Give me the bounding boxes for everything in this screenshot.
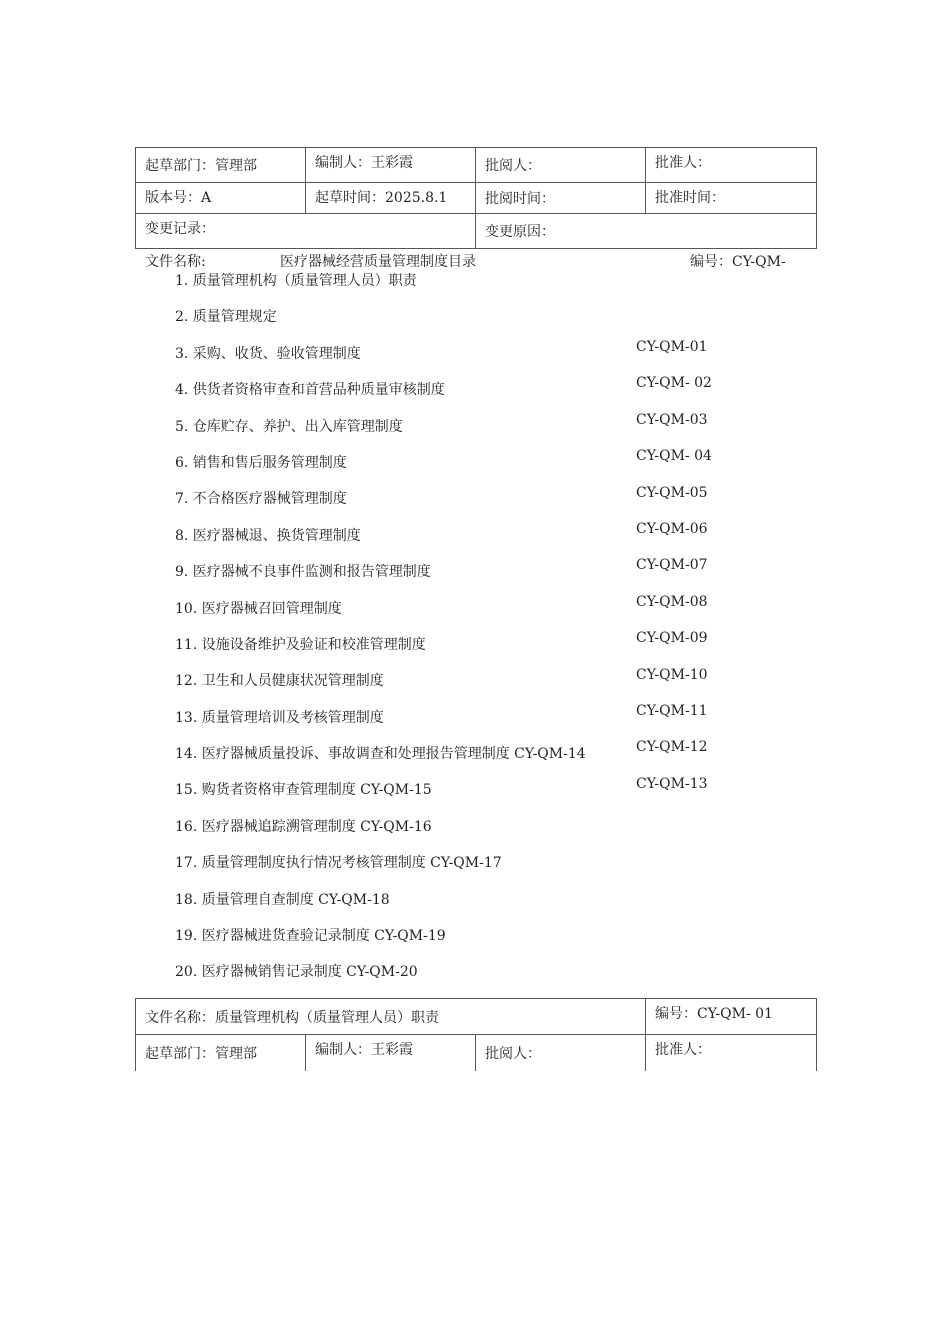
toc-item: 8. 医疗器械退、换货管理制度	[175, 527, 361, 544]
toc-code: CY-QM-12	[636, 739, 708, 756]
review-date-cell: 批阅时间：	[476, 183, 646, 214]
toc-item: 3. 采购、收货、验收管理制度	[175, 345, 361, 362]
toc-code: CY-QM-05	[636, 484, 708, 501]
section-header-table	[135, 998, 817, 1071]
toc-item: 18. 质量管理自查制度 CY-QM-18	[175, 891, 390, 908]
author-cell: 编制人：王彩霞	[306, 148, 476, 183]
section-code-cell: 编号：CY-QM- 01	[646, 999, 817, 1035]
section-file-name-cell: 文件名称：质量管理机构（质量管理人员）职责	[136, 999, 646, 1035]
toc-code: CY-QM-13	[636, 775, 708, 792]
toc-item: 1. 质量管理机构（质量管理人员）职责	[175, 273, 417, 289]
toc-code: CY-QM-03	[636, 411, 708, 428]
toc-item: 5. 仓库贮存、养护、出入库管理制度	[175, 418, 403, 435]
toc-item: 4. 供货者资格审查和首营品种质量审核制度	[175, 382, 445, 399]
toc-item: 9. 医疗器械不良事件监测和报告管理制度	[175, 564, 431, 581]
toc-code: CY-QM-06	[636, 520, 708, 537]
section-reviewer-cell: 批阅人：	[476, 1035, 646, 1072]
toc-item: 10. 医疗器械召回管理制度	[175, 600, 342, 617]
toc-item: 2. 质量管理规定	[175, 309, 277, 326]
toc-item: 13. 质量管理培训及考核管理制度	[175, 709, 384, 726]
file-name-line	[145, 251, 825, 269]
approver-cell: 批准人：	[646, 148, 817, 183]
section-draft-department-cell: 起草部门：管理部	[136, 1035, 306, 1072]
toc-item: 14. 医疗器械质量投诉、事故调查和处理报告管理制度 CY-QM-14	[175, 746, 586, 763]
toc-item: 16. 医疗器械追踪溯管理制度 CY-QM-16	[175, 818, 432, 835]
toc-item: 7. 不合格医疗器械管理制度	[175, 491, 347, 508]
toc-code: CY-QM-11	[636, 702, 708, 719]
toc-item: 15. 购货者资格审查管理制度 CY-QM-15	[175, 782, 432, 799]
toc-list	[175, 271, 586, 999]
toc-code: CY-QM-09	[636, 630, 708, 647]
document-title: 医疗器械经营质量管理制度目录	[280, 254, 476, 270]
version-cell: 版本号：A	[136, 183, 306, 214]
section-approver-cell: 批准人：	[646, 1035, 817, 1072]
document-code: 编号：CY-QM-	[690, 254, 786, 270]
toc-item: 19. 医疗器械进货查验记录制度 CY-QM-19	[175, 928, 446, 945]
toc-code: CY-QM-07	[636, 557, 708, 574]
toc-item: 11. 设施设备维护及验证和校准管理制度	[175, 636, 426, 653]
toc-code: CY-QM- 04	[636, 448, 712, 465]
toc-code: CY-QM-08	[636, 593, 708, 610]
toc-item: 20. 医疗器械销售记录制度 CY-QM-20	[175, 964, 418, 981]
change-record-cell: 变更记录：	[136, 214, 476, 249]
section-author-cell: 编制人：王彩霞	[306, 1035, 476, 1072]
file-name-label: 文件名称:	[145, 254, 206, 270]
change-reason-cell: 变更原因：	[476, 214, 817, 249]
approval-date-cell: 批准时间：	[646, 183, 817, 214]
toc-item: 17. 质量管理制度执行情况考核管理制度 CY-QM-17	[175, 855, 502, 872]
toc-item: 12. 卫生和人员健康状况管理制度	[175, 673, 384, 690]
toc-item: 6. 销售和售后服务管理制度	[175, 454, 347, 471]
document-header-table	[135, 147, 817, 249]
draft-date-cell: 起草时间：2025.8.1	[306, 183, 476, 214]
toc-code: CY-QM-01	[636, 339, 708, 355]
reviewer-cell: 批阅人：	[476, 148, 646, 183]
toc-code: CY-QM- 02	[636, 375, 712, 392]
toc-code-column	[636, 337, 712, 810]
toc-code: CY-QM-10	[636, 666, 708, 683]
draft-department-cell: 起草部门：管理部	[136, 148, 306, 183]
